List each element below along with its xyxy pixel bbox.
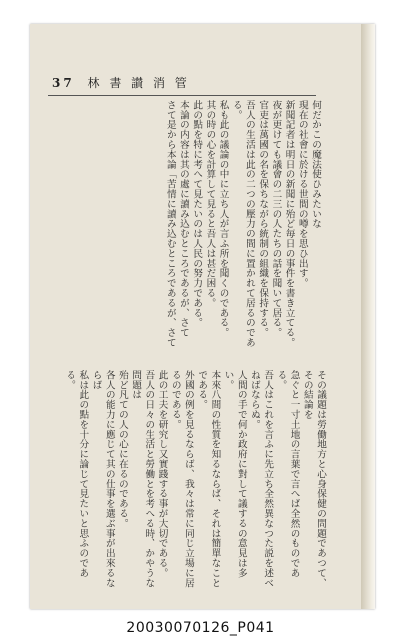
text-line: 人間の手で何か政府に對して議するの意見は多い。: [222, 370, 247, 578]
text-line: 此の工夫を研究し又實踐する事が大切である。: [156, 370, 168, 578]
header-rule: [48, 95, 316, 96]
text-line: 私も此の議論の中に立ち人が言ふ所を聞くのである。: [217, 100, 229, 338]
text-column-top: [60, 100, 322, 350]
text-line: 夜が更けても議會の二三の人たちの話を聞いて居る。: [270, 100, 282, 338]
text-line: 外國の例を見るならば、我々は常に同じ立場に居るのである。: [169, 370, 194, 588]
image-caption: 20030070126_P041: [126, 620, 275, 636]
text-line: 急ぐと一寸土地の言葉で言へば全然のものである。: [275, 370, 300, 578]
page-spine: [361, 24, 375, 609]
text-line: 此の點を特に考へて見たいのは人民の努力である。: [191, 100, 203, 328]
text-line: 其の時の心を計算して見ると吾人は甚だ困る。: [204, 100, 216, 308]
text-line: 現在の社會に於ける世間の噂を思ひ出す。: [296, 100, 308, 289]
text-line: 吾人はこれを言ふに先立ち全然異なつた説を述べねばならぬ。: [248, 370, 274, 588]
text-line: 新聞記者は明日の新聞に殆ど毎日の事件を書き立てる。: [283, 100, 295, 348]
text-line: 私は此の點を十分に論じて見たいと思ふのである。: [64, 370, 89, 578]
running-header-text: 林 書 讃 消 管: [87, 76, 190, 90]
text-line: 吾人の日々の生活と勞働とを考へる時、かやうな問題は: [130, 370, 155, 588]
text-line: 殆ど凡ての人の心に在るのである。: [116, 370, 128, 529]
page-number: 37: [52, 76, 75, 90]
text-line: 吾人の生活は此の二つの壓力の間に置かれて居るのである。: [230, 100, 255, 348]
text-line: 本論の内容は其の處に讀み込むところであるが、さて: [177, 100, 189, 338]
text-line: 各人の能力に應じて其の仕事を選ぶ事が出來るならば: [90, 370, 115, 588]
text-column-bottom: [42, 370, 327, 588]
text-line: 何だかこの魔法使ひみたいな: [310, 100, 321, 229]
running-header: [52, 76, 190, 90]
text-line: 官吏は萬國の名を保ちながら統制の組織を保持する。: [257, 100, 269, 338]
text-line: 本來八間の性質を知るならば、それは簡單なことである。: [196, 370, 221, 588]
text-line: さて是から本論「苦情に讀み込むところであるが、さて: [164, 100, 176, 348]
text-line: その議題は勞働地方と心身保健の問題であつて、その結論を: [301, 370, 326, 588]
